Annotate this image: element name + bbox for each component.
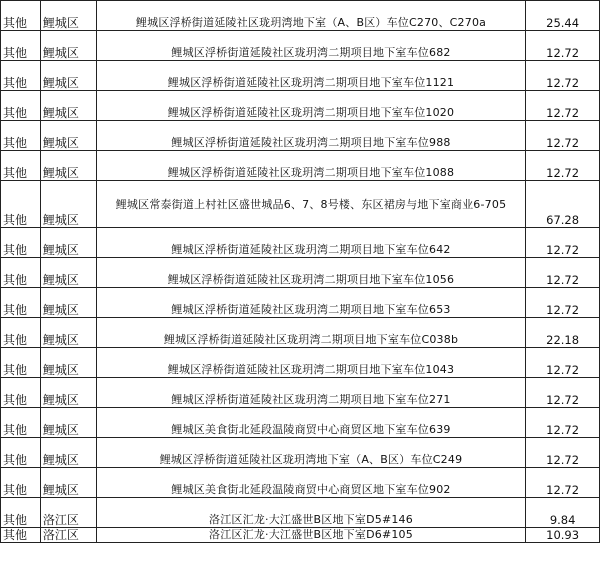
- location-cell: 洛江区汇龙·大江盛世B区地下室D5#146: [96, 498, 525, 528]
- district-cell: 鲤城区: [40, 408, 96, 438]
- category-cell: 其他: [1, 528, 41, 543]
- district-cell: 鲤城区: [40, 318, 96, 348]
- category-cell: 其他: [1, 181, 41, 228]
- category-cell: 其他: [1, 378, 41, 408]
- area-cell: 12.72: [526, 378, 600, 408]
- location-cell: 鲤城区浮桥街道延陵社区珑玥湾二期项目地下室车位653: [96, 288, 525, 318]
- area-cell: 67.28: [526, 181, 600, 228]
- area-cell: 12.72: [526, 258, 600, 288]
- district-cell: 鲤城区: [40, 438, 96, 468]
- category-cell: 其他: [1, 468, 41, 498]
- location-cell: 鲤城区常泰街道上村社区盛世城品6、7、8号楼、东区裙房与地下室商业6-705: [96, 181, 525, 228]
- location-cell: 鲤城区浮桥街道延陵社区珑玥湾二期项目地下室车位1043: [96, 348, 525, 378]
- category-cell: 其他: [1, 258, 41, 288]
- district-cell: 洛江区: [40, 498, 96, 528]
- table-row: [1, 408, 600, 438]
- table-body: [1, 1, 600, 543]
- area-cell: 12.72: [526, 288, 600, 318]
- area-cell: 12.72: [526, 121, 600, 151]
- location-cell: 鲤城区美食街北延段温陵商贸中心商贸区地下室车位902: [96, 468, 525, 498]
- table-row: [1, 348, 600, 378]
- area-cell: 12.72: [526, 408, 600, 438]
- district-cell: 鲤城区: [40, 378, 96, 408]
- table-row: [1, 181, 600, 228]
- area-cell: 9.84: [526, 498, 600, 528]
- location-cell: 鲤城区浮桥街道延陵社区珑玥湾二期项目地下室车位271: [96, 378, 525, 408]
- table-row: [1, 121, 600, 151]
- district-cell: 鲤城区: [40, 468, 96, 498]
- location-cell: 鲤城区浮桥街道延陵社区珑玥湾二期项目地下室车位1121: [96, 61, 525, 91]
- table-row: [1, 438, 600, 468]
- category-cell: 其他: [1, 288, 41, 318]
- district-cell: 鲤城区: [40, 181, 96, 228]
- category-cell: 其他: [1, 318, 41, 348]
- area-cell: 10.93: [526, 528, 600, 543]
- category-cell: 其他: [1, 151, 41, 181]
- table-row: [1, 288, 600, 318]
- category-cell: 其他: [1, 408, 41, 438]
- table-row: [1, 258, 600, 288]
- category-cell: 其他: [1, 348, 41, 378]
- category-cell: 其他: [1, 228, 41, 258]
- district-cell: 鲤城区: [40, 151, 96, 181]
- district-cell: 洛江区: [40, 528, 96, 543]
- table-row: [1, 1, 600, 31]
- district-cell: 鲤城区: [40, 228, 96, 258]
- table-row: [1, 498, 600, 528]
- area-cell: 12.72: [526, 438, 600, 468]
- location-cell: 鲤城区浮桥街道延陵社区珑玥湾二期项目地下室车位1056: [96, 258, 525, 288]
- area-cell: 12.72: [526, 61, 600, 91]
- district-cell: 鲤城区: [40, 348, 96, 378]
- table-row: [1, 318, 600, 348]
- location-cell: 鲤城区浮桥街道延陵社区珑玥湾二期项目地下室车位682: [96, 31, 525, 61]
- location-cell: 鲤城区浮桥街道延陵社区珑玥湾地下室（A、B区）车位C249: [96, 438, 525, 468]
- table-row: [1, 91, 600, 121]
- category-cell: 其他: [1, 121, 41, 151]
- location-cell: 鲤城区浮桥街道延陵社区珑玥湾二期项目地下室车位988: [96, 121, 525, 151]
- table-row: [1, 528, 600, 543]
- location-cell: 鲤城区浮桥街道延陵社区珑玥湾二期项目地下室车位C038b: [96, 318, 525, 348]
- table-row: [1, 378, 600, 408]
- area-cell: 12.72: [526, 31, 600, 61]
- district-cell: 鲤城区: [40, 91, 96, 121]
- district-cell: 鲤城区: [40, 61, 96, 91]
- table-row: [1, 468, 600, 498]
- district-cell: 鲤城区: [40, 258, 96, 288]
- area-cell: 12.72: [526, 348, 600, 378]
- district-cell: 鲤城区: [40, 288, 96, 318]
- table-row: [1, 228, 600, 258]
- category-cell: 其他: [1, 498, 41, 528]
- category-cell: 其他: [1, 61, 41, 91]
- location-cell: 鲤城区浮桥街道延陵社区珑玥湾地下室（A、B区）车位C270、C270a: [96, 1, 525, 31]
- table-row: [1, 151, 600, 181]
- area-cell: 12.72: [526, 228, 600, 258]
- location-cell: 鲤城区浮桥街道延陵社区珑玥湾二期项目地下室车位1020: [96, 91, 525, 121]
- area-cell: 22.18: [526, 318, 600, 348]
- category-cell: 其他: [1, 1, 41, 31]
- district-cell: 鲤城区: [40, 31, 96, 61]
- district-cell: 鲤城区: [40, 121, 96, 151]
- table-row: [1, 31, 600, 61]
- area-cell: 12.72: [526, 468, 600, 498]
- location-cell: 鲤城区美食街北延段温陵商贸中心商贸区地下室车位639: [96, 408, 525, 438]
- area-cell: 12.72: [526, 151, 600, 181]
- table-row: [1, 61, 600, 91]
- category-cell: 其他: [1, 91, 41, 121]
- area-cell: 12.72: [526, 91, 600, 121]
- category-cell: 其他: [1, 438, 41, 468]
- location-cell: 鲤城区浮桥街道延陵社区珑玥湾二期项目地下室车位642: [96, 228, 525, 258]
- district-cell: 鲤城区: [40, 1, 96, 31]
- location-cell: 鲤城区浮桥街道延陵社区珑玥湾二期项目地下室车位1088: [96, 151, 525, 181]
- area-cell: 25.44: [526, 1, 600, 31]
- location-cell: 洛江区汇龙·大江盛世B区地下室D6#105: [96, 528, 525, 543]
- category-cell: 其他: [1, 31, 41, 61]
